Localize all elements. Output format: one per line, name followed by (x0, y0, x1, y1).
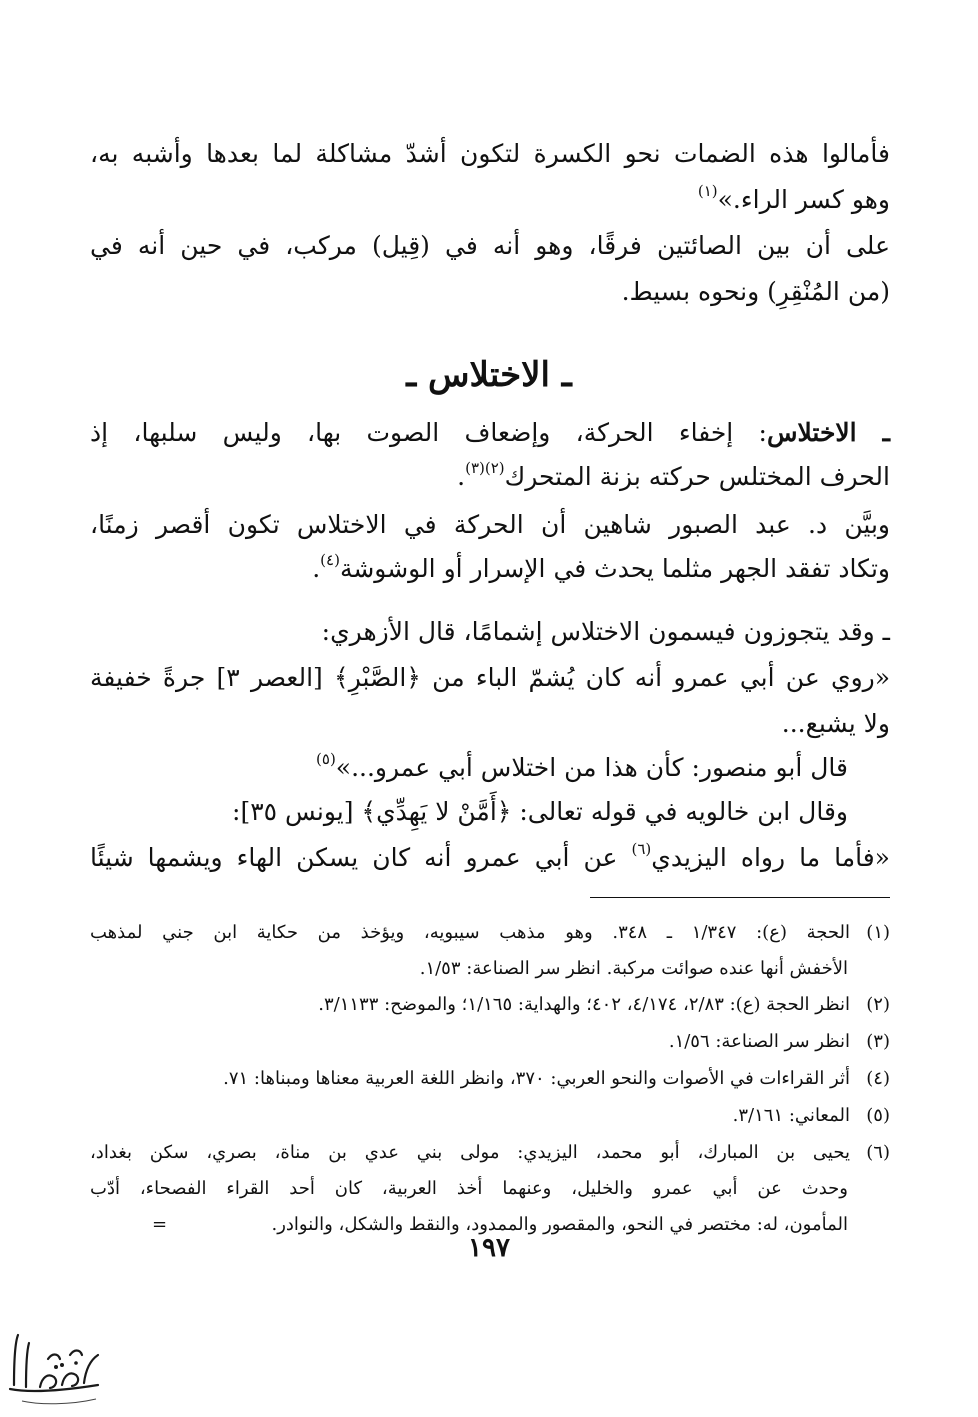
footnote-number: (٤) (866, 1068, 890, 1089)
quote-text: «روي عن أبي عمرو أنه كان يُشمّ الباء من ﴿الصَّبْرِ﴾ [العصر ٣] جرةً خفيفة (90, 663, 891, 692)
body-text: وقال ابن خالويه في قوله تعالى: ﴿أَمَّنْ لا يَهِدِّي﴾ [يونس ٣٥]: (232, 797, 848, 826)
body-text: على أن بين الصائتين فرقًا، وهو أنه في (قِيل) مركب، في حين أنه في (90, 231, 890, 260)
footnote-text: يحيى بن المبارك، أبو محمد، اليزيدي: مولى بني عدي بن مناة، بصري، سكن بغداد، (90, 1142, 850, 1163)
footnote (90, 1138, 890, 1168)
body-text: : إخفاء الحركة، وإضعاف الصوت بها، وليس سلبها، إذ (90, 418, 767, 447)
footnote-text: الأخفش أنها عنده صوائت مركبة. انظر سر الصناعة: ١/٥٣. (419, 958, 848, 979)
body-line (90, 838, 890, 878)
body-text: وتكاد تفقد الجهر مثلما يحدث في الإسرار أو الوشوشة (339, 554, 890, 583)
body-text: الحرف المختلس حركته بزنة المتحرك (504, 462, 890, 491)
punctuation: . (312, 554, 321, 583)
body-text: فأمالوا هذه الضمات نحو الكسرة لتكون أشدّ مشاكلة لما بعدها وأشبه به، (90, 139, 890, 168)
body-line (232, 792, 848, 832)
footnote-number: (١) (866, 922, 891, 943)
footnote-text: انظر سر الصناعة: ١/٥٦. (668, 1031, 850, 1052)
body-line (322, 612, 890, 652)
body-text: وهو كسر الراء.» (717, 185, 890, 214)
punctuation: . (457, 462, 466, 491)
footnote-text: المعاني: ٣/١٦١. (732, 1105, 850, 1126)
footnote-text: وحدث عن أبي عمرو والخليل، وعنهما أخذ العربية، كان أحد القراء الفصحاء، أدّب (90, 1178, 848, 1199)
footnote-ref: (٤) (320, 551, 340, 569)
term-label: ـ الاختلاس (766, 418, 890, 447)
body-line (782, 704, 890, 744)
footnote (669, 1027, 890, 1057)
footnote-text: المأمون، له: مختصر في النحو، والمقصور والممدود، والنقط والشكل، والنوادر. (271, 1214, 848, 1235)
body-line (457, 457, 890, 497)
footnote (733, 1101, 890, 1131)
quote-text: ولا يشبع... (781, 709, 890, 738)
footnote-ref: (٦) (631, 840, 652, 858)
footnote-continuation (420, 954, 848, 984)
footnote-text: أثر القراءات في الأصوات والنحو العربي: ٣٧٠، وانظر اللغة العربية معناها ومبناها: ٧١. (223, 1068, 850, 1089)
continuation-sign: = (152, 1214, 168, 1235)
footnote-text: الحجة (ع): ١/٣٤٧ ـ ٣٤٨. وهو مذهب سيبويه، ويؤخذ من حكاية ابن جني لمذهب (90, 922, 851, 943)
footnote (90, 918, 890, 948)
body-line (698, 180, 890, 220)
footnote-text: انظر الحجة (ع): ٢/٨٣، ٤/١٧٤، ٤٠٢؛ والهداية: ١/١٦٥؛ والموضح: ٣/١١٣٣. (318, 994, 850, 1015)
body-line (90, 226, 890, 266)
calligraphy-logo (0, 1315, 110, 1410)
footnote-continuation (90, 1174, 848, 1204)
body-line (316, 748, 848, 788)
quote-text: «فأما ما رواه اليزيدي (651, 843, 890, 872)
quote-text: عن أبي عمرو أنه كان يسكن الهاء ويشمها شيئًا (90, 843, 632, 872)
footnote-number: (٢) (866, 994, 890, 1015)
footnote-ref: (١) (697, 182, 718, 200)
body-line (312, 549, 890, 589)
section-heading: ـ الاختلاس ـ (406, 355, 572, 395)
footnote-separator (590, 897, 890, 898)
footnote (318, 990, 890, 1020)
page-number: ١٩٧ (468, 1233, 510, 1263)
body-text: وبيَّن د. عبد الصبور شاهين أن الحركة في الاختلاس تكون أقصر زمنًا، (90, 510, 890, 539)
body-line (622, 272, 890, 312)
footnote (223, 1064, 890, 1094)
body-line (90, 658, 890, 698)
footnote-ref: (٥) (316, 750, 336, 768)
body-text: ـ وقد يتجوزون فيسمون الاختلاس إشمامًا، قال الأزهري: (321, 617, 890, 646)
body-line (90, 505, 890, 545)
footnote-number: (٥) (866, 1105, 890, 1126)
footnote-number: (٣) (866, 1031, 890, 1052)
body-line (90, 413, 890, 453)
body-text: قال أبو منصور: كأن هذا من اختلاس أبي عمرو...» (335, 753, 848, 782)
footnote-number: (٦) (866, 1142, 890, 1163)
footnote-ref: (٢)(٣) (465, 459, 505, 477)
body-text: (من المُنْقِرِ) ونحوه بسيط. (621, 277, 890, 306)
body-line (90, 134, 890, 174)
